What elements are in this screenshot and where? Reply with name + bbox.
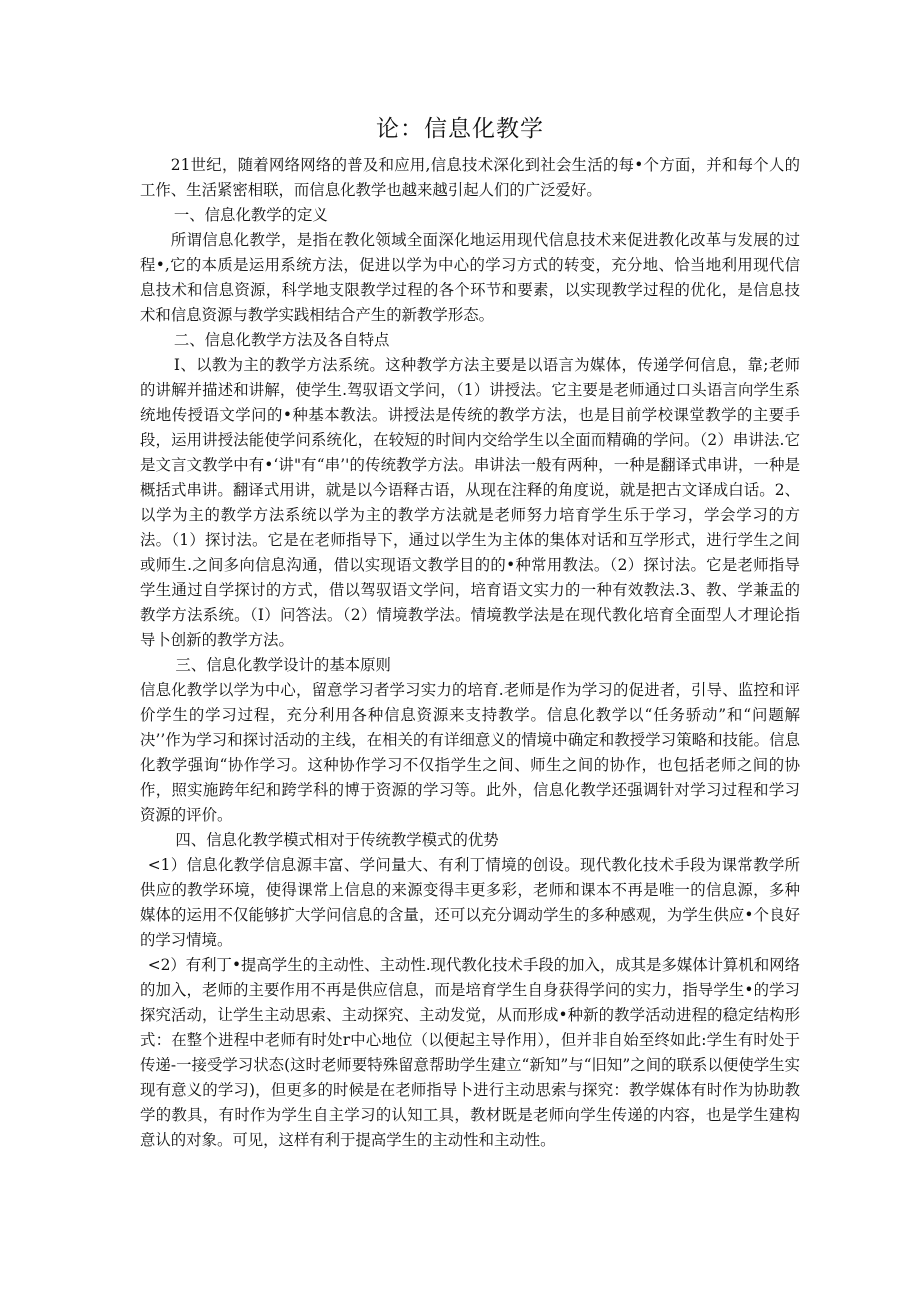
document-body (140, 153, 800, 1153)
intro-paragraph: 21世纪，随着网络网络的普及和应用,信息技术深化到社会生活的每•个方面，并和每个人的工作、生活紧密相联，而信息化教学也越来越引起人们的广泛爱好。 (140, 156, 800, 199)
definition-paragraph: 所谓信息化教学，是指在教化领域全面深化地运用现代信息技术来促进教化改革与发展的过程•,它的本质是运用系统方法，促进以学为中心的学习方式的转变，充分地、恰当地利用现代信息技术和信息资源，科学地支限教学过程的各个环节和要素，以实现教学过程的优化，是信息技术和信息资源与教学实践相结合产生的新教学形态。 (140, 231, 800, 324)
methods-paragraph: I、以教为主的教学方法系统。这种教学方法主要是以语言为媒体，传递学何信息，靠;老师的讲解并描述和讲解，使学生.驾驭语文学问，（1）讲授法。它主要是老师通过口头语言向学生系统地传授语文学问的•种基本教法。讲授法是传统的教学方法，也是目前学校课堂教学的主要手段，运用讲授法能使学问系统化，在较短的时间内交给学生以全面而精确的学问。（2）串讲法.它是文言文教学中有•‘讲"有“串’'的传统教学方法。串讲法一般有两种，一种是翻译式串讲，一种是概括式串讲。翻译式用讲，就是以今语释古语，从现在注释的角度说，就是把古文译成白话。2、以学为主的教学方法系统以学为主的教学方法就是老师努力培育学生乐于学习，学会学习的方法。（1）探讨法。它是在老师指导下，通过以学生为主体的集体对话和互学形式，进行学生之间或师生.之间多向信息沟通，借以实现语文教学目的的•种常用教法。（2）探讨法。它是老师指导学生通过自学探讨的方式，借以驾驭语文学问，培育语文实力的一种有效教法.3、教、学兼盂的教学方法系统。（I）问答法。（2）情境教学法。情境教学法是在现代教化培育全面型人才理论指导卜创新的教学方法。 (140, 356, 800, 649)
advantage-paragraph-1: <1）信息化教学信息源丰富、学问量大、有利丁情境的创设。现代教化技术手段为课常教学所供应的教学环境，使得课常上信息的来源变得丰更多彩，老师和课本不再是唯一的信息源，多种媒体的运用不仅能够扩大学问信息的含量，还可以充分调动学生的多种感观，为学生供应•个良好的学习情境。 (140, 856, 800, 949)
section-heading-1: 一、信息化教学的定义 (173, 206, 328, 224)
advantage-paragraph-2: <2）有利丁•提高学生的主动性、主动性.现代教化技术手段的加入，成其是多媒体计算机和网络的加入，老师的主要作用不再是供应信息，而是培育学生自身获得学问的实力，指导学生•的学习探究活动，让学生主动思索、主动探究、主动发觉，从而形成•种新的教学活动进程的稳定结构形式：在整个进程中老师有时处r中心地位（以便起主导作用），但并非自始至终如此:学生有时处于传递-一接受学习状态(这时老师要特殊留意帮助学生建立“新知”与“旧知”之间的联系以便使学生实现有意义的学习)，但更多的时候是在老师指导卜进行主动思索与探究：教学媒体有时作为协助教学的教具，有时作为学生自主学习的认知工具，教材既是老师向学生传递的内容，也是学生建构意认的对象。可见，这样有利于提高学生的主动性和主动性。 (140, 956, 800, 1149)
document-title: 论：信息化教学 (376, 116, 544, 142)
section-heading-3: 三、信息化教学设计的基本原则 (175, 656, 391, 674)
section-heading-2: 二、信息化教学方法及各自特点 (173, 331, 390, 349)
section-heading-4: 四、信息化教学模式相对于传统教学模式的优势 (175, 831, 499, 849)
principles-paragraph: 信息化教学以学为中心，留意学习者学习实力的培育.老师是作为学习的促进者，引导、监控和评价学生的学习过程，充分利用各种信息资源来支持教学。信息化教学以“任务骄动”和“问题解决’’作为学习和探讨活动的主线，在相关的有详细意义的情境中确定和教授学习策略和技能。信息化教学强询“协作学习。这种协作学习不仅指学生之间、师生之间的协作，也包括老师之间的协作，照实施跨年纪和跨学科的博于资源的学习等。此外，信息化教学还强调针对学习过程和学习资源的评价。 (140, 681, 800, 824)
